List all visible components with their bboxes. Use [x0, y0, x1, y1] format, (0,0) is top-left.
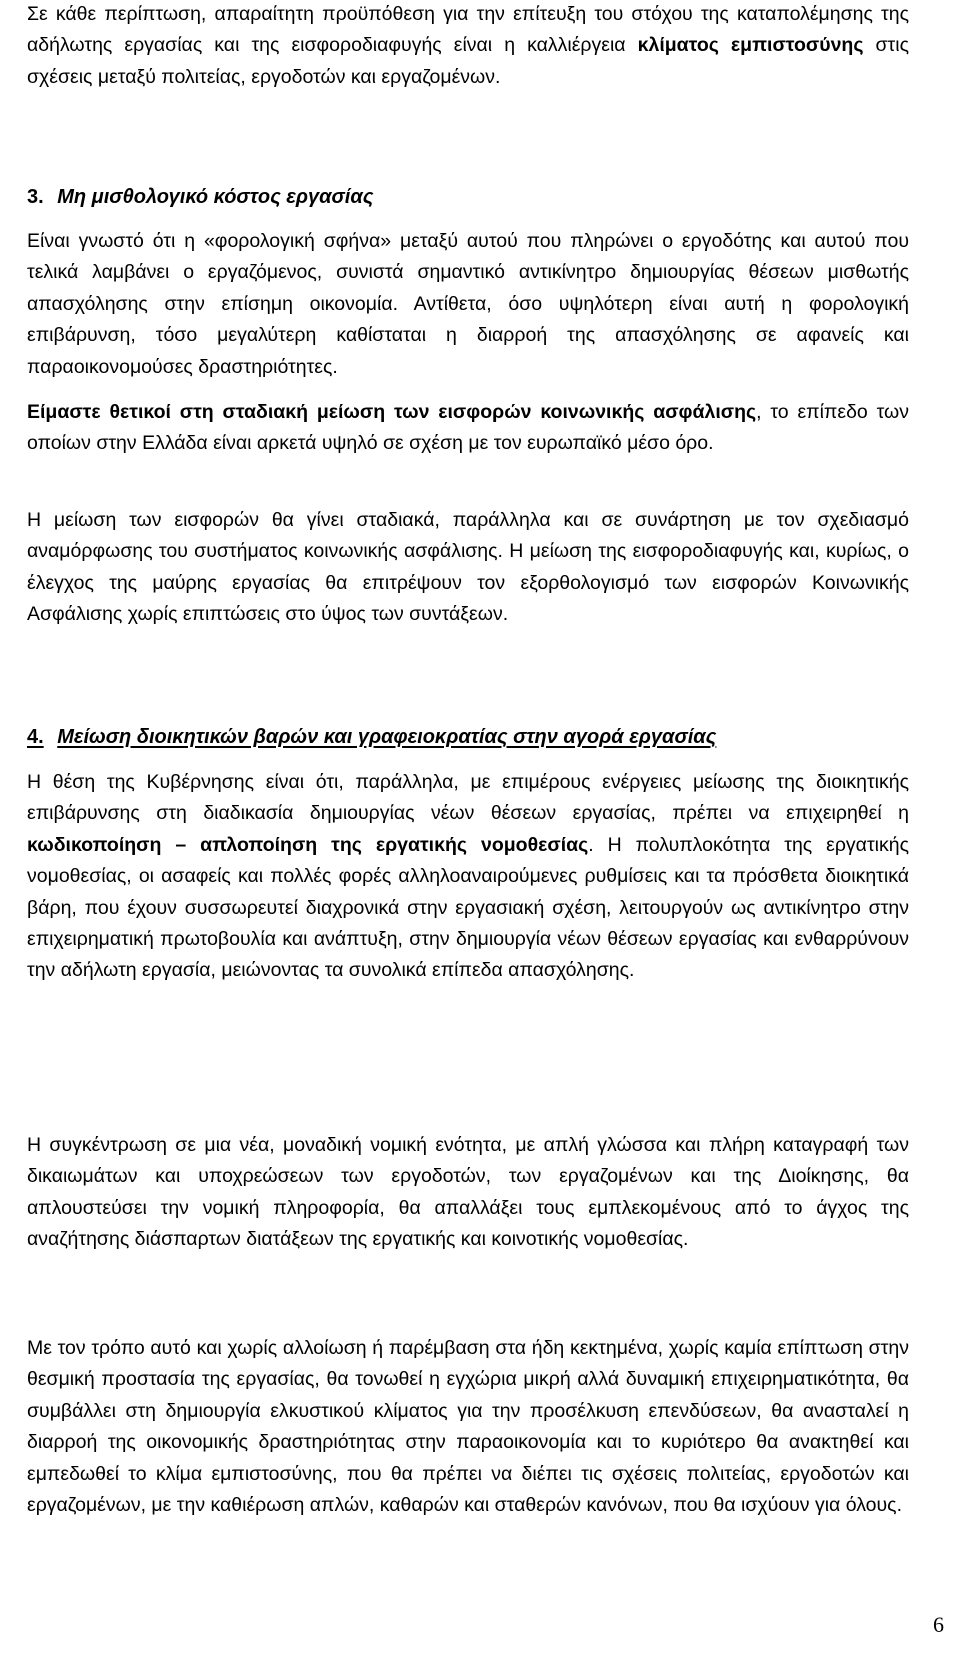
- section-4-paragraph-1: [27, 767, 909, 987]
- section-3-paragraph-3: Η μείωση των εισφορών θα γίνει σταδιακά, παράλληλα και σε συνάρτηση με τον σχεδιασμό αναμόρφωσης του συστήματος κοινωνικής ασφάλισης. Η μείωση της εισφοροδιαφυγής και, κυρίως, ο έλεγχος της μαύρης εργασίας θα επιτρέψουν τον εξορθολογισμό των εισφορών Κοινωνικής Ασφάλισης χωρίς επιπτώσεις στο ύψος των συντάξεων.: [27, 509, 909, 626]
- section-3-number: 3.: [27, 186, 44, 208]
- section-4-paragraph-2: Η συγκέντρωση σε μια νέα, μοναδική νομική ενότητα, με απλή γλώσσα και πλήρη καταγραφή των δικαιωμάτων και υποχρεώσεων των εργοδοτών, των εργαζομένων και της Διοίκησης, θα απλουστεύσει την νομική πληροφορία, θα απαλλάξει τους εμπλεκομένους από το άγχος της αναζήτησης διάσπαρτων διατάξεων της εργατικής και κοινοτικής νομοθεσίας.: [27, 1134, 909, 1251]
- section-3-paragraph-2: [27, 397, 909, 460]
- page-number: 6: [933, 1612, 944, 1637]
- section-4-paragraph-1-start: Η θέση της Κυβέρνησης είναι ότι, παράλληλα, με επιμέρους ενέργειες μείωσης της διοικητικής επιβάρυνσης στη διαδικασία δημιουργίας νέων θέσεων εργασίας, πρέπει να επιχειρηθεί η: [27, 771, 909, 825]
- section-3-title: Μη μισθολογικό κόστος εργασίας: [57, 186, 374, 208]
- section-3-heading: [27, 182, 909, 213]
- section-3-paragraph-2-rest: , το επίπεδο των οποίων στην Ελλάδα είναι αρκετά υψηλό σε σχέση με τον ευρωπαϊκό μέσο όρο.: [27, 401, 909, 455]
- section-4-paragraph-3: Με τον τρόπο αυτό και χωρίς αλλοίωση ή παρέμβαση στα ήδη κεκτημένα, χωρίς καμία επίπτωση στην θεσμική προστασία της εργασίας, θα τονωθεί η εγχώρια μικρή αλλά δυναμική επιχειρηματικότητα, θα συμβάλλει στη δημιουργία ελκυστικού κλίματος για την προσέλκυση επενδύσεων, θα ανασταλεί η διαρροή της οικονομικής δραστηριότητας στην παραοικονομία και το κυριότερο θα ανακτηθεί και εμπεδωθεί το κλίμα εμπιστοσύνης, που θα πρέπει να διέπει τις σχέσεις πολιτείας, εργοδοτών και εργαζομένων, με την καθιέρωση απλών, καθαρών και σταθερών κανόνων, που θα ισχύουν για όλους.: [27, 1337, 909, 1517]
- section-3-bold-statement: Είμαστε θετικοί στη σταδιακή μείωση των εισφορών κοινωνικής ασφάλισης: [27, 401, 757, 423]
- intro-text-start: Σε κάθε περίπτωση, απαραίτητη προϋπόθεση για την επίτευξη του στόχου της καταπολέμησης της αδήλωτης εργασίας και της εισφοροδιαφυγής είναι η καλλιέργεια: [27, 3, 909, 57]
- section-4-heading: [27, 722, 909, 753]
- intro-bold-phrase: κλίματος εμπιστοσύνης: [637, 34, 864, 57]
- section-3-paragraph-1: Είναι γνωστό ότι η «φορολογική σφήνα» μεταξύ αυτού που πληρώνει ο εργοδότης και αυτού που τελικά λαμβάνει ο εργαζόμενος, συνιστά σημαντικό αντικίνητρο δημιουργίας θέσεων μισθωτής απασχόλησης στην επίσημη οικονομία. Αντίθετα, όσο υψηλότερη είναι αυτή η φορολογική επιβάρυνση, τόσο μεγαλύτερη καθίσταται η διαρροή της απασχόλησης σε αφανείς και παραοικονομούσες δραστηριότητες.: [27, 230, 909, 378]
- section-4-title: Μείωση διοικητικών βαρών και γραφειοκρατίας στην αγορά εργασίας: [57, 726, 717, 748]
- section-4-bold-phrase: κωδικοποίηση – απλοποίηση της εργατικής νομοθεσίας: [27, 833, 589, 856]
- intro-paragraph: [27, 0, 909, 93]
- intro-text-end: στις σχέσεις μεταξύ πολιτείας, εργοδοτών και εργαζομένων.: [27, 34, 909, 88]
- section-4-paragraph-1-end: . Η πολυπλοκότητα της εργατικής νομοθεσίας, οι ασαφείς και πολλές φορές αλληλοαναιρούμενες ρυθμίσεις και τα πρόσθετα διοικητικά βάρη, που έχουν συσσωρευτεί διαχρονικά στην εργασιακή σχέση, λειτουργούν ως αντικίνητρο στην επιχειρηματική πρωτοβουλία και ανάπτυξη, στην δημιουργία νέων θέσεων εργασίας και ενθαρρύνουν την αδήλωτη εργασία, μειώνοντας τα συνολικά επίπεδα απασχόλησης.: [27, 833, 909, 982]
- section-4-number: 4.: [27, 726, 44, 748]
